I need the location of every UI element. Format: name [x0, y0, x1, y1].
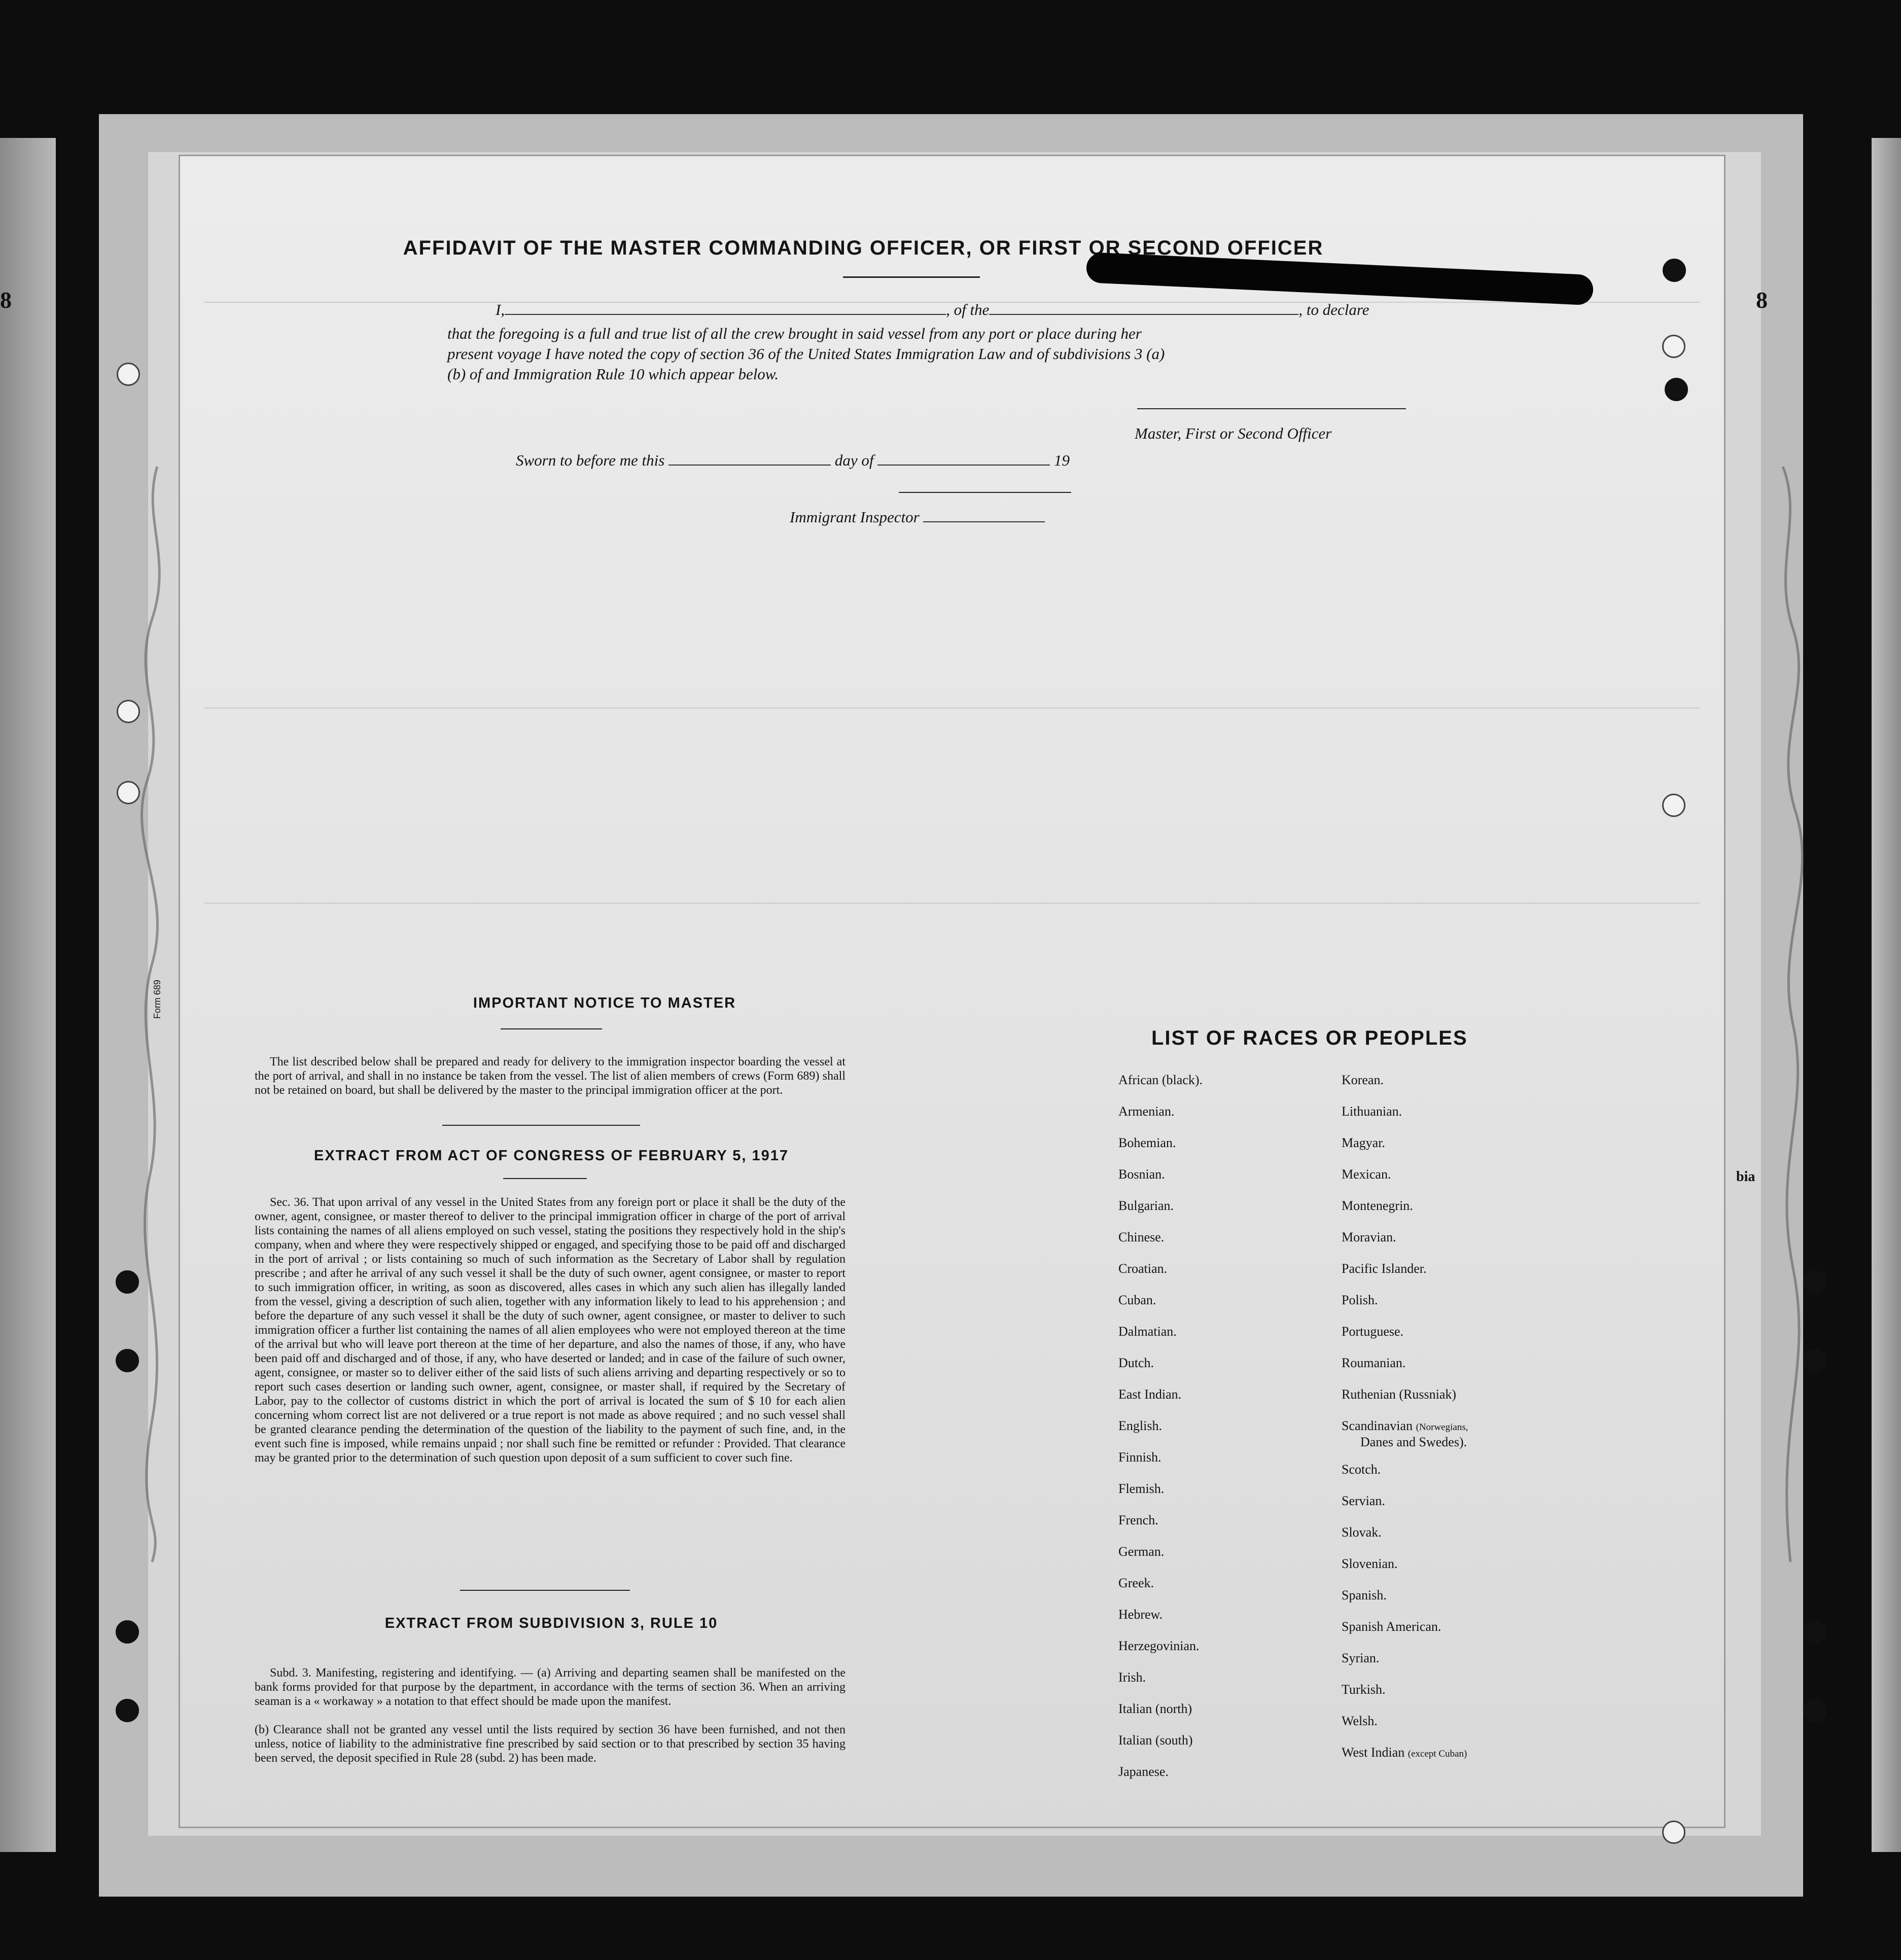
race-right: Scotch.: [1342, 1462, 1381, 1477]
race-right: Pacific Islander.: [1342, 1261, 1427, 1276]
handwritten-margin-annotation: [1752, 456, 1823, 1572]
section-divider: [442, 1125, 640, 1126]
race-right: Polish.: [1342, 1293, 1378, 1307]
race-right: Lithuanian.: [1342, 1104, 1402, 1119]
race-left: Irish.: [1118, 1670, 1146, 1685]
race-right: Turkish.: [1342, 1682, 1386, 1697]
race-right: Mexican.: [1342, 1167, 1391, 1182]
affidavit-line-1: [496, 301, 1611, 319]
affidavit-title: AFFIDAVIT OF THE MASTER COMMANDING OFFICER, OR FIRST OR SECOND OFFICER: [403, 237, 1324, 259]
race-right: Scandinavian: [1342, 1418, 1413, 1433]
race-right: Servian.: [1342, 1493, 1385, 1508]
year-text: 19: [1053, 451, 1070, 469]
race-left: Herzegovinian.: [1118, 1638, 1200, 1653]
act-text: Sec. 36. That upon arrival of any vessel in the United States from any foreign port or place it shall be the duty of the owner, agent, consignee, or master thereof to deliver to the principal immigration officer in charge of the port of arrival lists containing the names of all aliens employed on such vessel, stating the positions they respectively hold in the ship's company, when and where they were respectively shipped or engaged, and specifying those to be paid off and discharged in the port of arrival ; or lists containing so much of such information as the Secretary of Labor shall by regulation prescribe ; and after he arrival of any such vessel it shall be the duty of such owner, agent consignee, or master to report to such immigration officer, in writing, as soon as discovered, alles cases in which any such alien has illegally landed from the vessel, giving a description of such alien, together with any information likely to lead to his apprehension ; and before the departure of any such vessel it shall be the duty of such owner, agent consignee, or master to deliver to such immigration officer a further list containing the names of all alien employees who were not employed thereon at the time of the arrival but who will leave port thereon at the time of her departure, and also the names of those, if any, who have been paid off and discharged and of those, if any, who have deserted or landed; and in case of the failure of such owner, agent, consignee, or master so to deliver either of the said lists of such aliens arriving and departing respectively or so to report such cases desertion or landing such owner, agent, consignee, or master shall, if required by the Secretary of Labor, pay to the collector of customs district in which the port of arrival is located the sum of $ 10 for each alien concerning whom correct list are not delivered or a true report is not made as above required ; and no such vessel shall be granted clearance pending the determination of the question of the liability to the payment of such fine, and, in the event such fine is imposed, while remains unpaid ; nor shall such fine be remitted or refunder : Provided. That clearance may be granted prior to the determination of such question upon deposit of a sum sufficient to cover such fine.: [255, 1196, 846, 1465]
race-right: Ruthenian (Russniak): [1342, 1387, 1457, 1402]
punch-hole-icon: [1663, 259, 1686, 282]
signature-caption: Master, First or Second Officer: [1135, 424, 1332, 442]
inspector-sign-fill: [923, 521, 1045, 522]
race-right-scandinavian: [1342, 1418, 1468, 1434]
race-left: Bohemian.: [1118, 1135, 1176, 1150]
act-title: EXTRACT FROM ACT OF CONGRESS OF FEBRUARY 5, 1917: [313, 1148, 789, 1164]
race-right: Roumanian.: [1342, 1356, 1406, 1370]
race-left: African (black).: [1118, 1073, 1203, 1087]
affidavit-sheet: [152, 155, 1726, 1828]
affidavit-line-4: (b) of and Immigration Rule 10 which appear below.: [447, 365, 779, 383]
affidavit-of-the: , of the: [946, 301, 990, 318]
month-fill: [877, 465, 1050, 466]
race-left: French.: [1118, 1513, 1158, 1527]
race-right: West Indian: [1342, 1745, 1405, 1760]
punch-hole-icon: [1662, 335, 1685, 358]
punch-hole-icon: [117, 363, 140, 386]
notice-title: IMPORTANT NOTICE TO MASTER: [473, 995, 736, 1011]
race-left: Dalmatian.: [1118, 1324, 1177, 1339]
race-left: Armenian.: [1118, 1104, 1175, 1119]
notice-text: The list described below shall be prepared and ready for delivery to the immigration inspector boarding the vessel at the port of arrival, and shall in no instance be taken from the vessel. The list of alien members of crews (Form 689) shall not be retained on board, but shall be delivered by the master to the principal immigration officer at the port.: [255, 1055, 846, 1097]
race-left: Hebrew.: [1118, 1607, 1163, 1622]
race-left: English.: [1118, 1418, 1162, 1433]
race-note: (Norwegians,: [1416, 1422, 1468, 1433]
page-number-left: 8: [0, 287, 12, 313]
rule-title: EXTRACT FROM SUBDIVISION 3, RULE 10: [384, 1615, 718, 1631]
vessel-fill-line: [989, 314, 1298, 315]
race-right: Syrian.: [1342, 1651, 1380, 1665]
name-fill-line: [505, 314, 946, 315]
punch-hole-icon: [1803, 1620, 1826, 1644]
redaction-marker-stroke: [1086, 252, 1594, 305]
race-left: Flemish.: [1118, 1481, 1165, 1496]
title-underline: [843, 276, 980, 278]
race-left: Bosnian.: [1118, 1167, 1165, 1182]
race-left: East Indian.: [1118, 1387, 1182, 1402]
race-right: Moravian.: [1342, 1230, 1396, 1244]
affidavit-line-2: that the foregoing is a full and true list of all the crew brought in said vessel from any port or place during her: [447, 325, 1142, 342]
race-left: Dutch.: [1118, 1356, 1154, 1370]
race-right: Korean.: [1342, 1073, 1384, 1087]
punch-hole-icon: [1662, 1821, 1685, 1844]
affidavit-line-3: present voyage I have noted the copy of section 36 of the United States Immigration Law and of subdivisions 3 (a): [447, 345, 1165, 363]
race-left: Croatian.: [1118, 1261, 1168, 1276]
sworn-text: Sworn to before me this: [516, 451, 665, 469]
handwritten-margin-annotation: [122, 456, 193, 1572]
race-right: Magyar.: [1342, 1135, 1385, 1150]
race-left: Greek.: [1118, 1576, 1154, 1590]
page-number-right: 8: [1756, 287, 1768, 313]
race-left: Japanese.: [1118, 1764, 1169, 1779]
form-number: Form 689: [152, 979, 163, 1019]
sworn-day-fill: [668, 465, 831, 466]
adjacent-frame-left: [0, 138, 56, 1852]
punch-hole-icon: [1665, 378, 1688, 401]
race-right: Montenegrin.: [1342, 1198, 1413, 1213]
ghost-table-rule: [204, 707, 1700, 708]
race-right: Spanish.: [1342, 1588, 1387, 1602]
affidavit-i: I,: [496, 301, 505, 318]
races-title: LIST OF RACES OR PEOPLES: [1151, 1027, 1468, 1049]
race-right: Portuguese.: [1342, 1324, 1404, 1339]
race-left: Bulgarian.: [1118, 1198, 1174, 1213]
rule-text-b: (b) Clearance shall not be granted any vessel until the lists required by section 36 have been furnished, and not then unless, notice of liability to the administrative fine prescribed by said section or to that prescribed by section 35 having been served, the deposit specified in Rule 28 (subd. 2) has been made.: [255, 1723, 846, 1765]
signature-line: [1137, 408, 1406, 409]
race-right-west-indian: [1342, 1745, 1467, 1760]
race-right: Spanish American.: [1342, 1619, 1441, 1634]
race-right: Slovenian.: [1342, 1556, 1398, 1571]
affidavit-to-declare: , to declare: [1298, 301, 1369, 318]
race-left: Cuban.: [1118, 1293, 1156, 1307]
day-of-text: day of: [834, 451, 874, 469]
punch-hole-icon: [1803, 1699, 1826, 1722]
race-right: Danes and Swedes).: [1360, 1435, 1467, 1449]
notice-underline: [501, 1028, 602, 1029]
race-right: Welsh.: [1342, 1714, 1378, 1728]
race-left: Italian (south): [1118, 1733, 1193, 1748]
race-note: (except Cuban): [1407, 1749, 1467, 1759]
race-left: Finnish.: [1118, 1450, 1161, 1465]
race-right: Slovak.: [1342, 1525, 1382, 1540]
inspector-text: Immigrant Inspector: [790, 508, 920, 526]
inspector-line: [790, 508, 1045, 526]
inspector-fill-line: [899, 492, 1071, 493]
punch-hole-icon: [116, 1699, 139, 1722]
race-left: Italian (north): [1118, 1701, 1192, 1716]
right-edge-text: bia: [1736, 1169, 1755, 1185]
adjacent-frame-right: [1872, 138, 1901, 1852]
section-divider: [460, 1590, 630, 1591]
ghost-table-rule: [204, 903, 1700, 904]
punch-hole-icon: [116, 1620, 139, 1644]
act-underline: [503, 1178, 587, 1179]
race-left: German.: [1118, 1544, 1165, 1559]
race-left: Chinese.: [1118, 1230, 1165, 1244]
rule-text-a: Subd. 3. Manifesting, registering and identifying. — (a) Arriving and departing seamen shall be manifested on the bank forms provided for that purpose by the department, in accordance with the terms of section 36. When an arriving seaman is a « workaway » a notation to that effect should be made upon the manifest.: [255, 1666, 846, 1708]
sworn-line: [516, 451, 1070, 470]
